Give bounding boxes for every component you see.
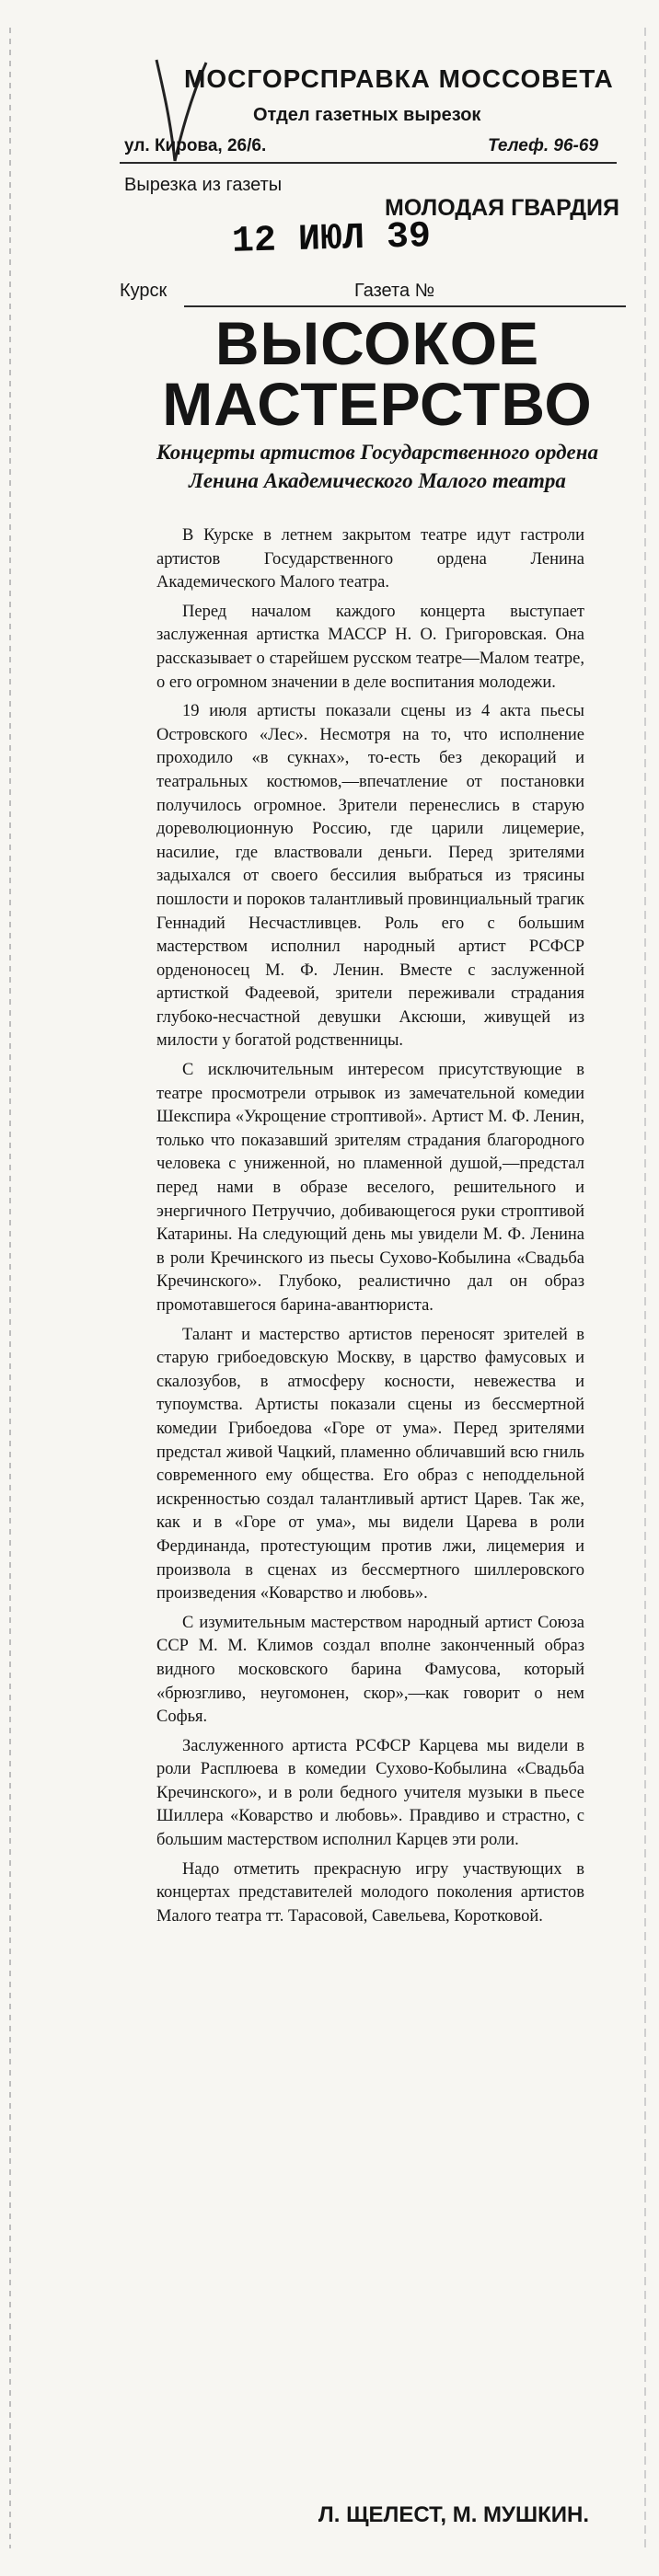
article-paragraph-4: С исключительным интересом присутствующие в театре просмотрели отрывок из замечательной комедии Шекспира «Укрощение строптивой». Артист М. Ф. Ленин, только что показавший зрителям страдания благородного человека с униженной, но пламенной душой,—предстал перед нами в образе веселого, решительного и энергичного Петруччио, добивающегося руки строптивой Катарины. На следующий день мы увидели М. Ф. Ленина в роли Кречинского из пьесы Сухово-Кобылина «Свадьба Кречинского». Глубоко, реалистично дал он образ промотавшегося барина-авантюриста. [156, 1061, 584, 1315]
newspaper-name: МОЛОДАЯ ГВАРДИЯ [385, 195, 619, 221]
article-paragraph-6: С изумительным мастерством народный артист Союза ССР М. М. Климов создал вполне законченный образ видного московского барина Фамусова, который «брюзгливо, неугомонен, скор»,—как говорит о нем Софья. [156, 1613, 584, 1727]
article-title-line-1: ВЫСОКОЕ [214, 309, 540, 377]
article-title [147, 309, 607, 438]
article-signature: Л. ЩЕЛЕСТ, М. МУШКИН. [318, 2502, 589, 2527]
header-divider [120, 162, 617, 164]
agency-phone: Телеф. 96-69 [488, 136, 599, 155]
agency-address: ул. Кирова, 26/6. [124, 136, 267, 155]
gazette-number-label: Газета № [354, 281, 435, 301]
article-paragraph-2: Перед началом каждого концерта выступает заслуженная артистка МАССР Н. О. Григоровская. Она рассказывает о старейшем русском театре—Малом театре, о его огромном значении в деле воспитания молодежи. [156, 602, 584, 692]
article-paragraph-1: В Курске в летнем закрытом театре идут гастроли артистов Государственного ордена Ленина Академического Малого театра. [156, 526, 584, 592]
article-paragraph-7: Заслуженного артиста РСФСР Карцева мы видели в роли Расплюева в комедии Сухово-Кобылина «Свадьба Кречинского», и в роли бедного учителя музыки в пьесе Шиллера «Коварство и любовь». Правдиво и страстно, с большим мастерством исполнил Карцев эти роли. [156, 1736, 584, 1850]
agency-name: МОСГОРСПРАВКА МОССОВЕТА [184, 64, 614, 93]
article-body [156, 524, 584, 1934]
article-paragraph-5: Талант и мастерство артистов переносят зрителей в старую грибоедовскую Москву, в царство фамусовых и скалозубов, в атмосферу косности, невежества и тупоумства. Артисты показали сцены из бессмертной комедии Грибоедова «Горе от ума». Перед зрителями предстал живой Чацкий, пламенно обличавший всю гниль современного ему общества. Его образ с неподдельной искренностью создал талантливый артист Царев. Так же, как и в «Горе от ума», мы видели Царева в роли Фердинанда, протестующим против лжи, лицемерия и произвола в сценах из бессмертного шиллеровского произведения «Коварство и любовь». [156, 1325, 584, 1604]
article-title-line-2: МАСТЕРСТВО [162, 370, 593, 438]
title-top-rule [184, 305, 626, 307]
cut-from-label: Вырезка из газеты [124, 175, 283, 195]
scan-edge-right [644, 28, 646, 2548]
city-label: Курск [120, 281, 168, 301]
date-stamp: 12 ИЮЛ 39 [231, 216, 432, 263]
article-subtitle: Концерты артистов Государственного ордена Ленина Академического Малого театра [156, 441, 598, 492]
article-paragraph-8: Надо отметить прекрасную игру участвующих в концертах представителей молодого поколения артистов Малого театра тт. Тарасовой, Савельева, Коротковой. [156, 1859, 584, 1926]
agency-department: Отдел газетных вырезок [253, 105, 481, 125]
article-paragraph-3: 19 июля артисты показали сцены из 4 акта пьесы Островского «Лес». Несмотря на то, что исполнение проходило «в сукнах», то-есть без декораций и театральных костюмов,—впечатление от постановки получилось огромное. Зрители перенеслись в старую дореволюционную Россию, где царили лицемерие, насилие, где властвовали деньги. Перед зрителями задыхался от своего бессилия выбраться из трясины пошлости и пороков талантливый провинциальный трагик Геннадий Несчастливцев. Роль его с большим мастерством исполнил народный артист РСФСР орденоносец М. Ф. Ленин. Вместе с заслуженной артисткой Фадеевой, зрители переживали страдания глубоко-несчастной девушки Аксюши, живущей из милости у богатой родственницы. [156, 702, 584, 1051]
scan-edge-left [9, 28, 11, 2548]
